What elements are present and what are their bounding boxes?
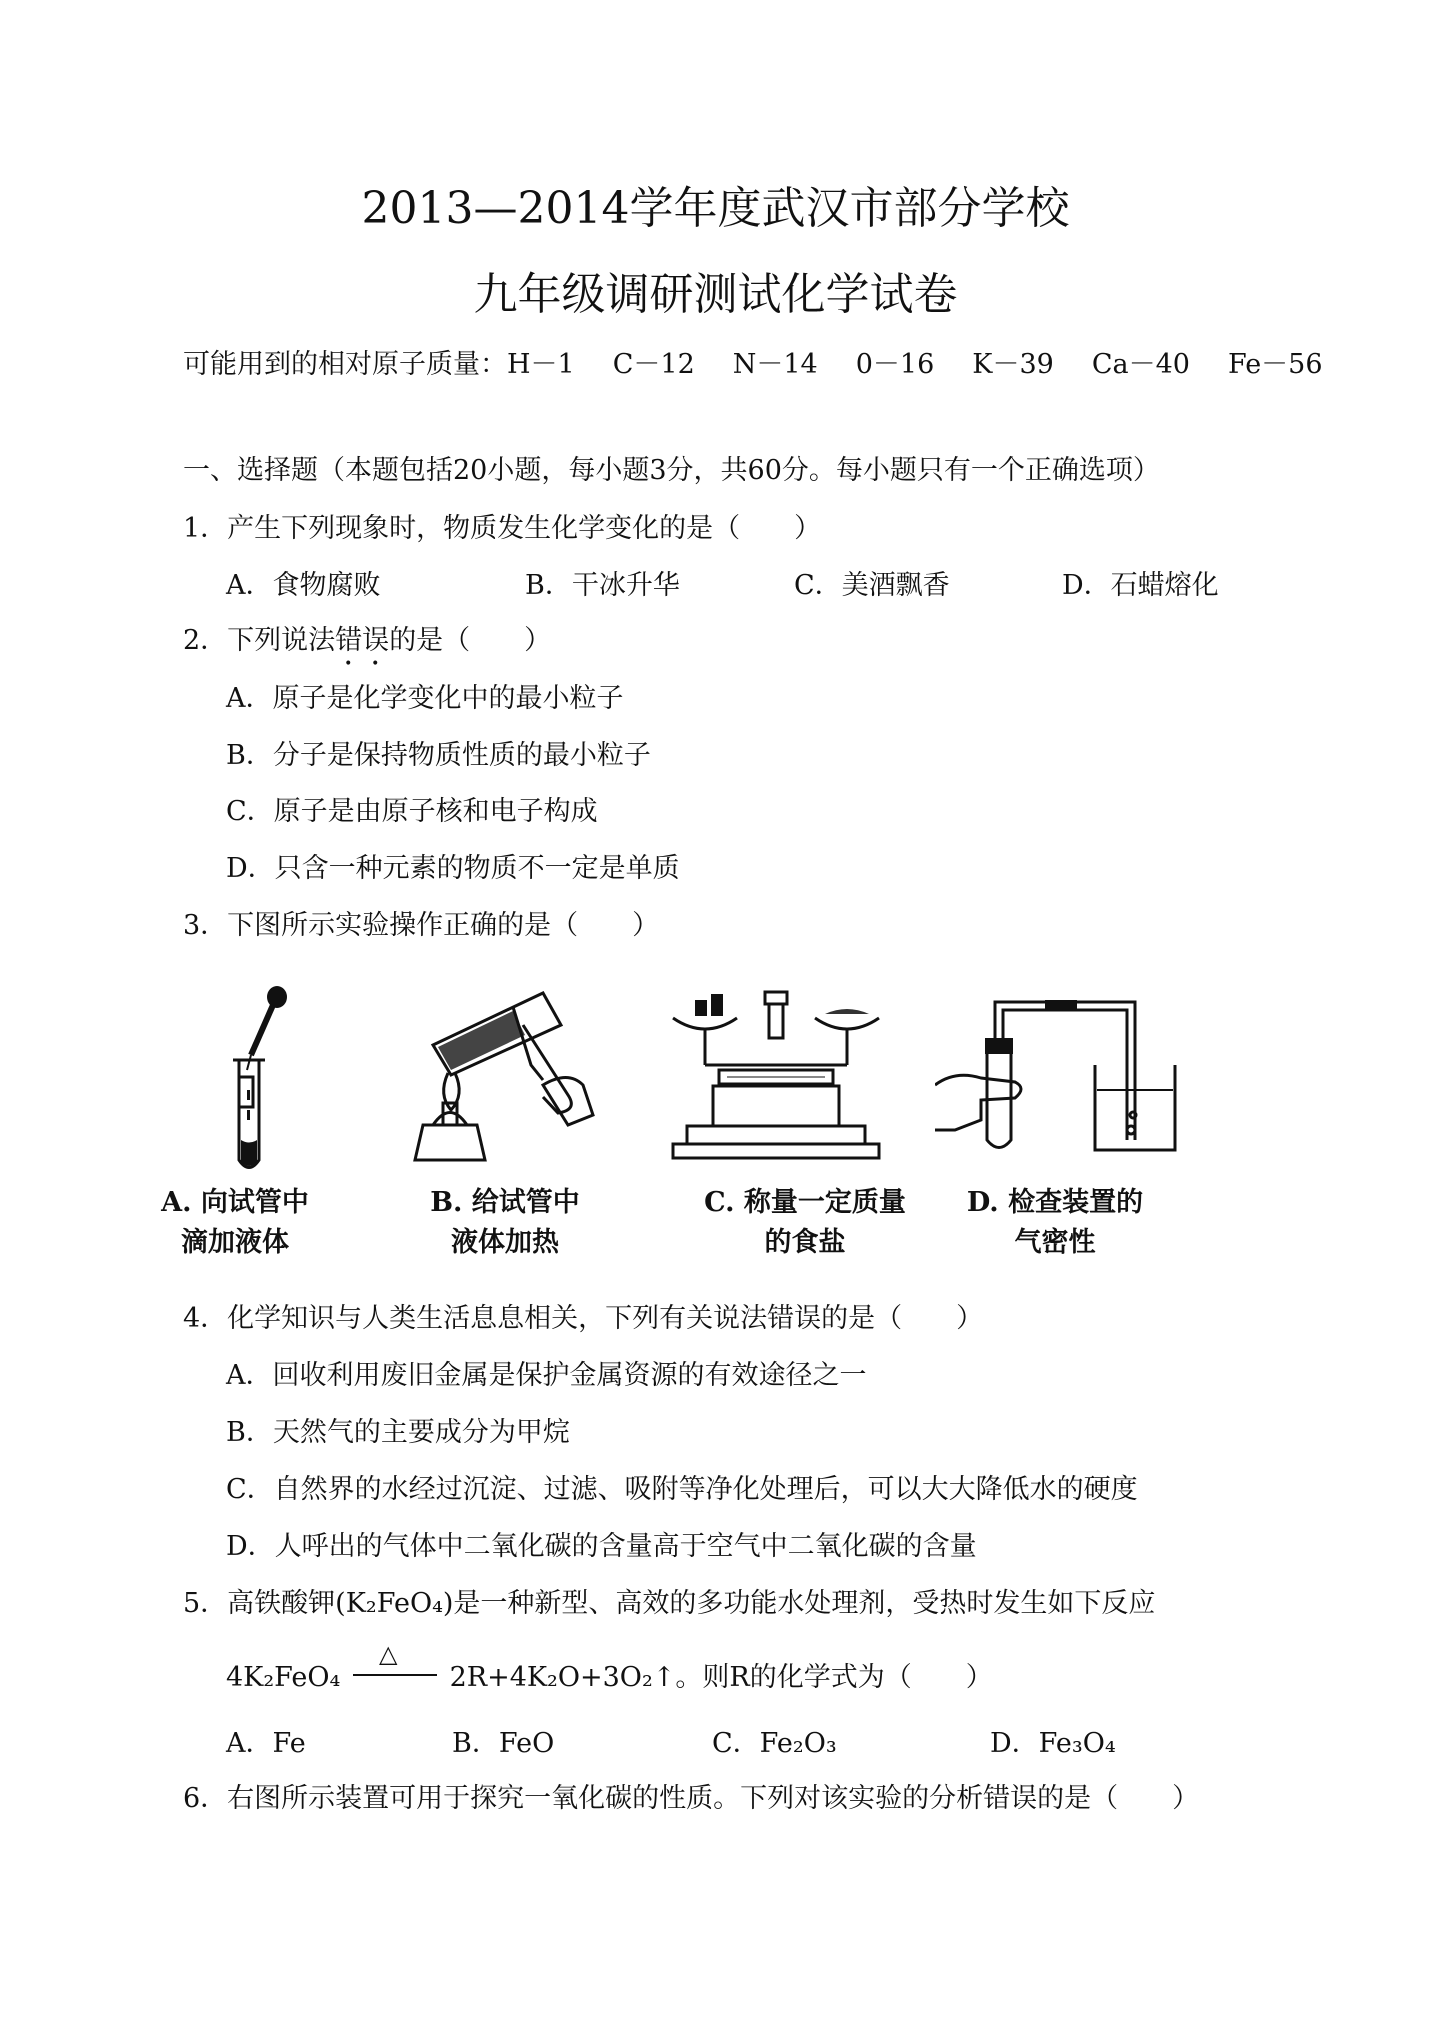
q5-stem: 5．高铁酸钾(K₂FeO₄)是一种新型、高效的多功能水处理剂，受热时发生如下反应 bbox=[183, 1588, 1156, 1619]
mass-k: K－39 bbox=[972, 349, 1054, 380]
figure-c-balance bbox=[665, 990, 905, 1165]
q2-stem bbox=[183, 618, 551, 672]
q5-eq-condition: △ bbox=[378, 1640, 398, 1668]
figure-c-caption-line2: 的食盐 bbox=[764, 1227, 846, 1258]
q5-option-c: C．Fe₂O₃ bbox=[712, 1728, 837, 1759]
q1-option-b: B．干冰升华 bbox=[525, 570, 680, 601]
figure-a-caption-line1: A. 向试管中 bbox=[161, 1187, 309, 1218]
mass-c: C－12 bbox=[612, 349, 695, 380]
figure-b-caption bbox=[420, 1183, 590, 1263]
exam-title-line1: 2013—2014学年度武汉市部分学校 bbox=[361, 183, 1070, 234]
q2-option-b: B．分子是保持物质性质的最小粒子 bbox=[226, 740, 651, 771]
q4-option-d: D．人呼出的气体中二氧化碳的含量高于空气中二氧化碳的含量 bbox=[226, 1531, 977, 1562]
q3-stem: 3．下图所示实验操作正确的是（ ） bbox=[183, 910, 660, 941]
figure-d-airtight bbox=[935, 990, 1190, 1165]
q1-stem: 1．产生下列现象时，物质发生化学变化的是（ ） bbox=[183, 513, 822, 544]
figure-d-caption-line2: 气密性 bbox=[1014, 1227, 1096, 1258]
mass-n: N－14 bbox=[732, 349, 818, 380]
q4-option-c: C．自然界的水经过沉淀、过滤、吸附等净化处理后，可以大大降低水的硬度 bbox=[226, 1474, 1138, 1505]
q5-eq-tail: 。则R的化学式为（ ） bbox=[675, 1662, 993, 1693]
q2-option-d: D．只含一种元素的物质不一定是单质 bbox=[226, 853, 680, 884]
figure-c-caption-line1: C. 称量一定质量 bbox=[704, 1187, 906, 1218]
q2-option-a: A．原子是化学变化中的最小粒子 bbox=[226, 683, 624, 714]
figure-d-caption bbox=[955, 1183, 1155, 1263]
q5-equation bbox=[226, 1640, 993, 1694]
q5-eq-right: 2R+4K₂O+3O₂↑ bbox=[449, 1662, 676, 1693]
q5-eq-arrow bbox=[353, 1640, 437, 1686]
section-heading: 一、选择题（本题包括20小题，每小题3分，共60分。每小题只有一个正确选项） bbox=[183, 455, 1160, 486]
q4-stem: 4．化学知识与人类生活息息相关，下列有关说法错误的是（ ） bbox=[183, 1303, 984, 1334]
q1-option-a: A．食物腐败 bbox=[226, 570, 381, 601]
figure-a-caption-line2: 滴加液体 bbox=[181, 1227, 289, 1258]
figure-a-dropper bbox=[225, 985, 345, 1185]
exam-title-line2: 九年级调研测试化学试卷 bbox=[473, 269, 958, 320]
atomic-masses bbox=[183, 342, 1361, 381]
figure-b-caption-line1: B. 给试管中 bbox=[430, 1187, 580, 1218]
q2-stem-post: 的是（ ） bbox=[389, 625, 552, 656]
q2-option-c: C．原子是由原子核和电子构成 bbox=[226, 796, 598, 827]
figure-c-caption bbox=[690, 1183, 920, 1263]
figure-b-caption-line2: 液体加热 bbox=[451, 1227, 559, 1258]
q5-option-b: B．FeO bbox=[452, 1728, 555, 1759]
figure-d-caption-line1: D. 检查装置的 bbox=[966, 1187, 1144, 1218]
q2-stem-emphasis: 错误 bbox=[335, 625, 390, 656]
q4-option-b: B．天然气的主要成分为甲烷 bbox=[226, 1417, 570, 1448]
q1-option-c: C．美酒飘香 bbox=[794, 570, 950, 601]
q5-eq-left: 4K₂FeO₄ bbox=[226, 1662, 341, 1693]
q5-option-d: D．Fe₃O₄ bbox=[990, 1728, 1116, 1759]
q1-option-d: D．石蜡熔化 bbox=[1062, 570, 1219, 601]
q5-option-a: A．Fe bbox=[226, 1728, 306, 1759]
atomic-masses-label: 可能用到的相对原子质量： bbox=[183, 349, 507, 380]
mass-h: H－1 bbox=[507, 349, 575, 380]
q4-option-a: A．回收利用废旧金属是保护金属资源的有效途径之一 bbox=[226, 1360, 867, 1391]
mass-fe: Fe－56 bbox=[1227, 349, 1323, 380]
q5-eq-bar bbox=[353, 1674, 437, 1676]
mass-o: 0－16 bbox=[855, 349, 935, 380]
q6-stem: 6．右图所示装置可用于探究一氧化碳的性质。下列对该实验的分析错误的是（ ） bbox=[183, 1783, 1200, 1814]
q2-stem-pre: 2．下列说法 bbox=[183, 625, 336, 656]
mass-ca: Ca－40 bbox=[1091, 349, 1190, 380]
figure-b-heating bbox=[393, 985, 603, 1170]
figure-a-caption bbox=[150, 1183, 320, 1263]
